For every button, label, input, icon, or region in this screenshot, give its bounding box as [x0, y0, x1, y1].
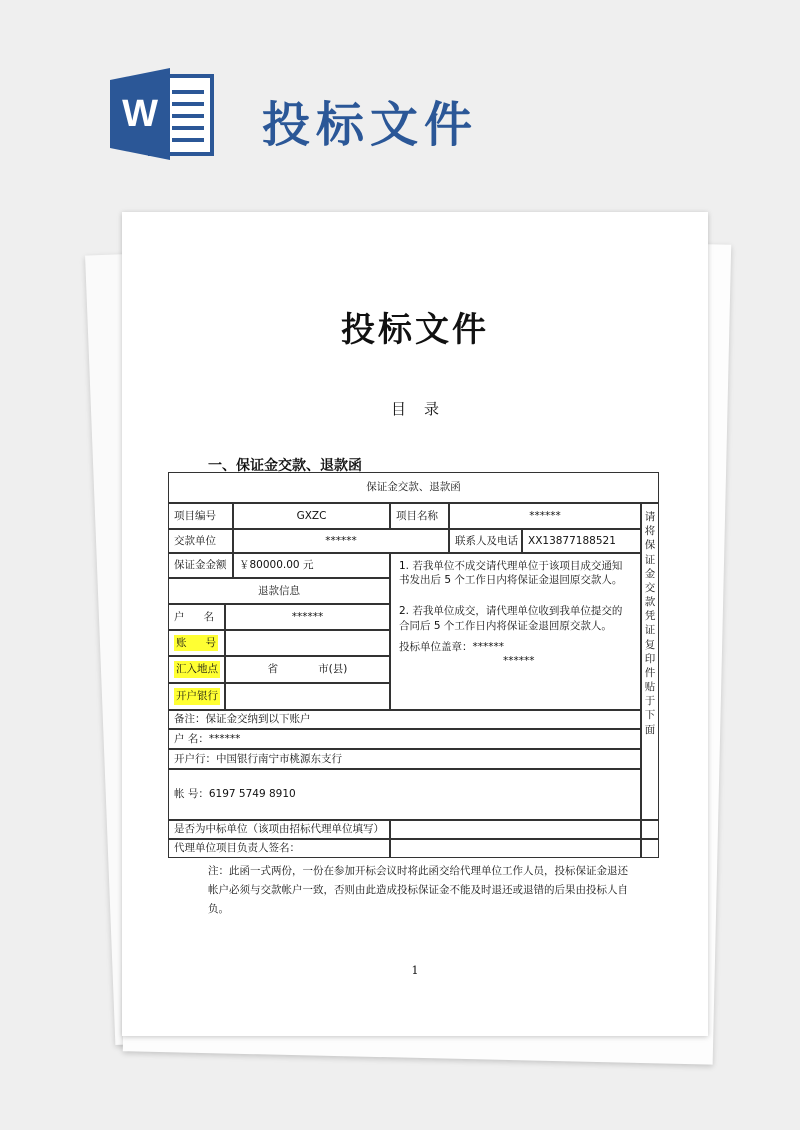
account-name-label: 户 名 [168, 604, 225, 630]
vertical-note-char: 保 [644, 539, 656, 552]
vertical-note-char: 请 [644, 511, 656, 523]
vertical-note-char: 金 [644, 567, 656, 580]
project-no-value: GXZC [233, 503, 390, 529]
account-no-value [225, 630, 390, 656]
document-title: 投标文件 [341, 310, 489, 350]
remark: 备注：保证金交纳到以下账户 [168, 710, 641, 729]
vertical-paste-note [641, 503, 659, 820]
refund-info-heading: 退款信息 [168, 578, 390, 604]
vertical-note-char: 贴 [644, 681, 656, 694]
acct-no: 帐 号：6197 5749 8910 [168, 769, 641, 820]
payer-label: 交款单位 [168, 529, 233, 553]
amount-label: 保证金金额 [168, 553, 233, 578]
agent-sign-value [390, 839, 641, 858]
remit-place-value: 省 市(县) [225, 656, 390, 683]
vertical-note-char: 凭 [644, 610, 656, 623]
refund-notes [390, 553, 641, 710]
empty-cell [641, 820, 659, 839]
vertical-note-char: 件 [644, 666, 656, 679]
stamp-label: 投标单位盖章：****** [399, 640, 504, 653]
project-name-value: ****** [449, 503, 641, 529]
vertical-note-char: 证 [644, 624, 656, 637]
account-no-label: 账 号 [168, 630, 225, 656]
section-title: 一、保证金交款、退款函 [208, 458, 362, 474]
winner-question: 是否为中标单位（该项由招标代理单位填写） [168, 820, 390, 839]
payer-value: ****** [233, 529, 449, 553]
bank-label: 开户银行 [168, 683, 225, 710]
vertical-note-char: 交 [644, 581, 656, 594]
toc-heading: 目录 [390, 400, 457, 418]
empty-cell [641, 839, 659, 858]
contact-label: 联系人及电话 [449, 529, 522, 553]
account-name-value: ****** [225, 604, 390, 630]
vertical-note-char: 证 [644, 553, 656, 566]
bank-value [225, 683, 390, 710]
vertical-note-char: 面 [644, 723, 656, 736]
footnote: 注：此函一式两份，一份在参加开标会议时将此函交给代理单位工作人员，投标保证金退还帐户必须与交款帐户一致，否则由此造成投标保证金不能及时退还或退错的后果由投标人自负。 [208, 865, 628, 915]
contact-value: XX13877188521 [522, 529, 641, 553]
acct-bank: 开户行：中国银行南宁市桃源东支行 [168, 749, 641, 769]
remit-place-label: 汇入地点 [168, 656, 225, 683]
vertical-note-char: 款 [644, 596, 656, 609]
winner-value [390, 820, 641, 839]
word-icon-letter: W [122, 93, 158, 135]
vertical-note-char: 于 [644, 695, 656, 708]
vertical-note-char: 印 [644, 652, 656, 665]
refund-note-2: 2. 若我单位成交，请代理单位收到我单位提交的合同后 5 个工作日内将保证金退回原交款人。 [399, 605, 623, 632]
form-header: 保证金交款、退款函 [168, 472, 659, 503]
vertical-note-char: 复 [644, 638, 656, 651]
project-name-label: 项目名称 [390, 503, 449, 529]
refund-note-1: 1. 若我单位不成交请代理单位于该项目成交通知书发出后 5 个工作日内将保证金退回原交款人。 [399, 560, 623, 587]
word-document-icon [110, 68, 215, 160]
document-page [122, 212, 708, 1036]
acct-name: 户 名：****** [168, 729, 641, 749]
vertical-note-char: 将 [644, 525, 656, 538]
deposit-form-table [168, 472, 659, 858]
page-number: 1 [411, 964, 419, 977]
banner-title: 投标文件 [262, 97, 479, 153]
project-no-label: 项目编号 [168, 503, 233, 529]
stamp-value: ****** [503, 654, 535, 667]
amount-value: ￥80000.00 元 [233, 553, 390, 578]
agent-sign-label: 代理单位项目负责人签名： [168, 839, 390, 858]
vertical-note-char: 下 [644, 709, 656, 722]
